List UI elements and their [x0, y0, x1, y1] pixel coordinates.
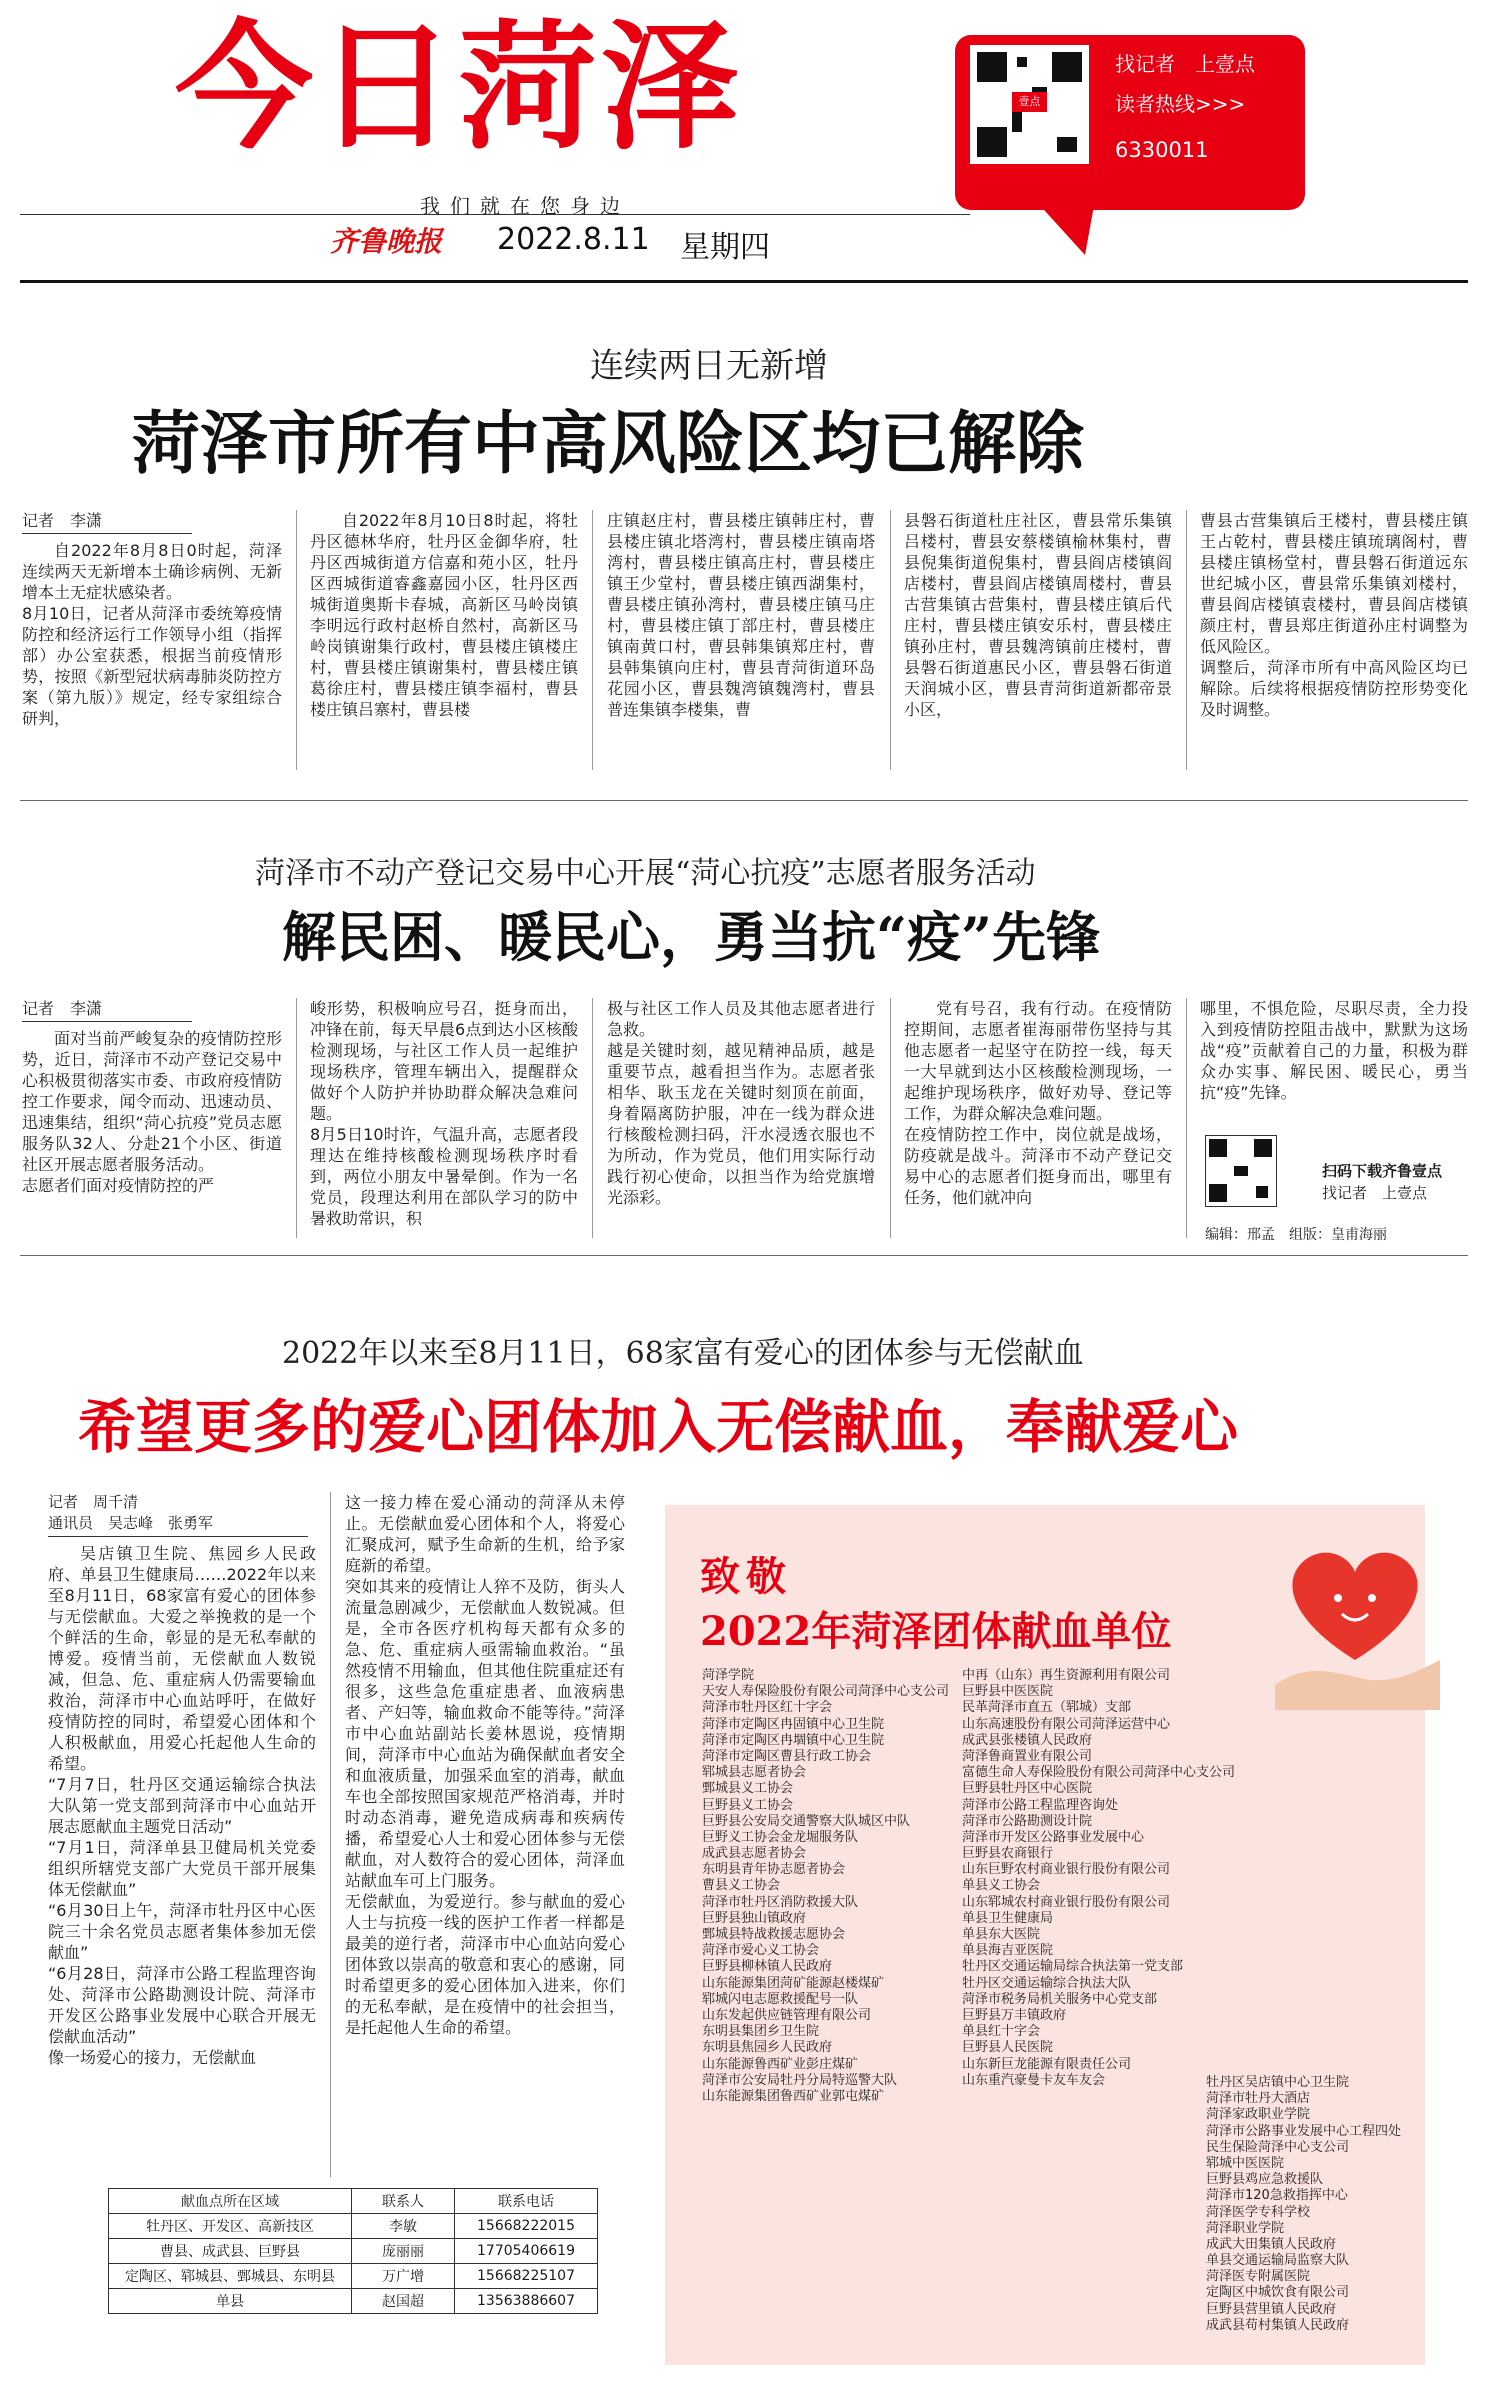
honor-list-item: 山东能源集团菏矿能源赵楼煤矿 — [702, 1975, 885, 1991]
honor-list-item: 菏泽市公安局牡丹分局特巡警大队 — [702, 2072, 898, 2088]
column-divider — [890, 510, 891, 770]
honor-list-item: 山东重汽豪曼卡友车友会 — [962, 2072, 1106, 2088]
honor-list-col3 — [1206, 2075, 1401, 2334]
column-divider — [330, 1492, 331, 2177]
article1-col5 — [1200, 510, 1468, 770]
honor-list-item: 山东巨野农村商业银行股份有限公司 — [962, 1862, 1171, 1878]
contact-bubble-tail — [1035, 200, 1095, 255]
article1-kicker: 连续两日无新增 — [590, 346, 828, 386]
honor-list-item: 菏泽学院 — [702, 1668, 755, 1683]
table-cell: 万广增 — [352, 2264, 455, 2289]
article2-col3 — [607, 998, 875, 1238]
article1-col1 — [22, 510, 282, 770]
honor-list-item: 菏泽市牡丹大酒店 — [1206, 2091, 1311, 2107]
qr-logo: 壹点 — [1012, 92, 1047, 112]
honor-list-item: 菏泽市公路勘测设计院 — [962, 1813, 1093, 1829]
table-cell: 13563886607 — [455, 2289, 598, 2314]
qr-caption-2: 找记者 上壹点 — [1322, 1184, 1428, 1202]
honor-list-item: 巨野县公安局交通警察大队城区中队 — [702, 1813, 911, 1829]
qr-code-icon[interactable] — [970, 45, 1089, 164]
article2-col4-text: 党有号召，我有行动。在疫情防控期间，志愿者崔海丽带伤坚持与其他志愿者一起坚守在防控一线，每天一大早就到达小区核酸检测现场，一起维护现场秩序，做好劝导、登记等工作，为群众解决急难问题。 在疫情防控工作中，岗位就是战场，防疫就是战斗。菏泽市不动产登记交易中心的志愿者们挺身而出，哪里有任务，他们就冲向 — [904, 999, 1172, 1207]
article2-col3-text: 极与社区工作人员及其他志愿者进行急救。 越是关键时刻，越见精神品质，越是重要节点，越看担当作为。志愿者张相华、耿玉龙在关键时刻顶在前面，身着隔离防护服，冲在一线为群众进行核酸检测扫码，汗水浸透衣服也不为所动，作为党员，他们用实际行动践行初心使命，以担当作为给党旗增光添彩。 — [607, 999, 875, 1207]
honor-list-item: 巨野义工协会金龙堀服务队 — [702, 1829, 859, 1845]
honor-list-item: 天安人寿保险股份有限公司菏泽中心支公司 — [702, 1684, 950, 1700]
table-row — [109, 2289, 598, 2314]
honor-list-item: 巨野县牡丹区中心医院 — [962, 1781, 1093, 1797]
honor-list-item: 巨野县鸡应急救援队 — [1206, 2172, 1324, 2188]
honor-list-item: 单县海吉亚医院 — [962, 1943, 1054, 1959]
column-divider — [592, 998, 593, 1238]
article1-col2 — [310, 510, 578, 770]
article2-byline: 记者 李潇 — [22, 998, 192, 1022]
article1-headline: 菏泽市所有中高风险区均已解除 — [132, 404, 1085, 484]
article2-col2 — [310, 998, 578, 1238]
honor-list-item: 菏泽市120急救指挥中心 — [1206, 2188, 1348, 2204]
honor-list-item: 巨野县营里镇人民政府 — [1206, 2301, 1337, 2317]
honor-list-item: 中再（山东）再生资源利用有限公司 — [962, 1668, 1171, 1683]
article3-byline-2: 通讯员 吴志峰 张勇军 — [48, 1513, 308, 1537]
honor-list-item: 巨野县独山镇政府 — [702, 1910, 807, 1926]
article1-col1-text: 自2022年8月8日0时起，菏泽连续两天无新增本土确诊病例、无新增本土无症状感染者。 8月10日，记者从菏泽市委统筹疫情防控和经济运行工作领导小组（指挥部）办公室获悉，根据当前疫情形势，按照《新型冠状病毒肺炎防控方案（第九版）》规定，经专家组综合研判， — [22, 541, 282, 728]
article2-col5-text: 哪里，不惧危险，尽职尽责，全力投入到疫情防控阻击战中，默默为这场战“疫”贡献着自己的力量，积极为群众办实事、解民困、暖民心，勇当抗“疫”先锋。 — [1200, 999, 1468, 1102]
honor-list-item: 曹县义工协会 — [702, 1878, 781, 1894]
section-divider — [20, 1255, 1468, 1256]
section-divider — [20, 800, 1468, 801]
honor-list-item: 巨野县万丰镇政府 — [962, 2007, 1067, 2023]
article3-col1 — [48, 1492, 316, 2177]
table-header-row — [109, 2189, 598, 2214]
article2-kicker: 菏泽市不动产登记交易中心开展“菏心抗疫”志愿者服务活动 — [255, 856, 1036, 891]
table-header: 联系人 — [352, 2189, 455, 2214]
honor-list-item: 菏泽市爱心义工协会 — [702, 1943, 820, 1959]
article2-col1 — [22, 998, 282, 1238]
honor-list-item: 东明县集团乡卫生院 — [702, 2024, 820, 2040]
honor-list-item: 定陶区中城饮食有限公司 — [1206, 2285, 1350, 2301]
masthead-title: 今日菏泽 — [175, 7, 744, 168]
honor-list-item: 菏泽市牡丹区消防救援大队 — [702, 1894, 859, 1910]
honor-list-item: 鄄城县义工协会 — [702, 1781, 794, 1797]
honor-list-item: 东明县焦园乡人民政府 — [702, 2040, 833, 2056]
honor-list-item: 菏泽市定陶区冉固镇中心卫生院 — [702, 1716, 885, 1732]
honor-list-item: 鄄城县特战救援志愿协会 — [702, 1927, 846, 1942]
honor-list-item: 郓城县志愿者协会 — [702, 1765, 807, 1781]
table-row — [109, 2239, 598, 2264]
article2-col2-text: 峻形势，积极响应号召，挺身而出，冲锋在前，每天早晨6点到达小区核酸检测现场，与社区工作人员一起维护现场秩序，管理车辆出入，提醒群众做好个人防护并协助群众解决急难问题。 8月5日10时许，气温升高，志愿者段理达在维持核酸检测现场秩序时看到，两位小朋友中暑晕倒。作为一名党员，段理达利用在部队学习的防中暑救助常识，积 — [310, 999, 578, 1228]
honor-title: 致敬 — [700, 1553, 792, 1600]
honor-list-col2 — [962, 1668, 1235, 2089]
honor-list-item: 菏泽鲁商置业有限公司 — [962, 1748, 1093, 1764]
honor-list-item: 山东高速股份有限公司菏泽运营中心 — [962, 1716, 1171, 1732]
column-divider — [296, 510, 297, 770]
article2-col1-text: 面对当前严峻复杂的疫情防控形势，近日，菏泽市不动产登记交易中心积极贯彻落实市委、市政府疫情防控工作要求，闻令而动、迅速动员、迅速集结，组织“菏心抗疫”党员志愿服务队32人、分赴21个小区、街道社区开展志愿者服务活动。 志愿者们面对疫情防控的严 — [22, 1029, 282, 1195]
honor-subtitle: 2022年菏泽团体献血单位 — [700, 1608, 1172, 1655]
article1-col3-text: 庄镇赵庄村，曹县楼庄镇韩庄村，曹县楼庄镇北塔湾村，曹县楼庄镇南塔湾村，曹县楼庄镇高庄村，曹县楼庄镇王少堂村，曹县楼庄镇西湖集村，曹县楼庄镇孙湾村，曹县楼庄镇马庄村，曹县楼庄镇丁部庄村，曹县楼庄镇南黄口村，曹县韩集镇郑庄村，曹县韩集镇向庄村，曹县青菏街道环岛花园小区，曹县魏湾镇魏湾村，曹县普连集镇李楼集，曹 — [607, 511, 875, 719]
honor-list-item: 菏泽市牡丹区红十字会 — [702, 1700, 833, 1716]
paper-logo: 齐鲁晚报 — [330, 225, 443, 258]
contact-line-1: 找记者 上壹点 — [1115, 52, 1255, 76]
honor-list-item: 巨野县农商银行 — [962, 1846, 1054, 1862]
download-qr-icon[interactable] — [1205, 1135, 1277, 1207]
column-divider — [1186, 998, 1187, 1238]
hotline-number: 6330011 — [1115, 138, 1209, 162]
honor-list-item: 成武县张楼镇人民政府 — [962, 1732, 1093, 1748]
issue-weekday: 星期四 — [680, 230, 770, 265]
table-cell: 赵国超 — [352, 2289, 455, 2314]
article1-col5-text: 曹县古营集镇后王楼村，曹县楼庄镇王占乾村，曹县楼庄镇琉璃阁村，曹县楼庄镇杨堂村，曹县磐石街道远东世纪城小区，曹县常乐集镇刘楼村，曹县阎店楼镇袁楼村，曹县阎店楼镇颜庄村，曹县郑庄街道孙庄村调整为低风险区。 调整后，菏泽市所有中高风险区均已解除。后续将根据疫情防控形势变化及时调整。 — [1200, 511, 1468, 719]
honor-list-item: 成武县苟村集镇人民政府 — [1206, 2317, 1350, 2333]
table-row — [109, 2264, 598, 2289]
column-divider — [1186, 510, 1187, 770]
column-divider — [890, 998, 891, 1238]
article2-col4 — [904, 998, 1172, 1238]
honor-list-item: 成武大田集镇人民政府 — [1206, 2236, 1337, 2252]
article3-col1-text: 吴店镇卫生院、焦园乡人民政府、单县卫生健康局……2022年以来至8月11日，68家富有爱心的团体参与无偿献血。大爱之举挽救的是一个个鲜活的生命，彰显的是无私奉献的博爱。疫情当前，无偿献血人数锐减，但急、危、重症病人仍需要输血救治，菏泽市中心血站呼吁，在做好疫情防控的同时，希望爱心团体和个人积极献血，用爱心托起他人生命的希望。 “7月7日，牡丹区交通运输综合执法大队第一党支部到菏泽市中心血站开展志愿献血主题党日活动” “7月1日，菏泽单县卫健局机关党委组织所辖党支部广大党员干部开展集体无偿献血” “6月30日上午，菏泽市牡丹区中心医院三十余名党员志愿者集体参加无偿献血” “6月28日，菏泽市公路工程监理咨询处、菏泽市公路勘测设计院、菏泽市开发区公路事业发展中心联合开展无偿献血活动” 像一场爱心的接力，无偿献血 — [48, 1544, 316, 2067]
contact-line-2: 读者热线>>> — [1115, 92, 1246, 116]
table-row — [109, 2214, 598, 2239]
article1-col2-text: 自2022年8月10日8时起，将牡丹区德林华府，牡丹区金御华府，牡丹区西城街道方信嘉和苑小区，牡丹区西城街道睿鑫嘉园小区，牡丹区西城街道奥斯卡春城，高新区马岭岗镇李明远行政村赵桥自然村，高新区马岭岗镇谢集行政村，曹县楼庄镇楼庄村，曹县楼庄镇谢集村，曹县楼庄镇葛徐庄村，曹县楼庄镇李福村，曹县楼庄镇吕寨村，曹县楼 — [310, 511, 578, 719]
honor-list-item: 牡丹区吴店镇中心卫生院 — [1206, 2075, 1350, 2090]
qr-caption-1: 扫码下载齐鲁壹点 — [1322, 1162, 1443, 1180]
article3-col2-text: 这一接力棒在爱心涌动的菏泽从未停止。无偿献血爱心团体和个人，将爱心汇聚成河，赋予生命新的生机，给予家庭新的希望。 突如其来的疫情让人猝不及防，街头人流量急剧减少，无偿献血人数锐减。但是，全市各医疗机构每天都有众多的急、危、重症病人亟需输血救治。“虽然疫情不用输血，但其他住院重症还有很多，这些急危重症患者、血液病患者、产妇等，输血救命不能等待。”菏泽市中心血站副站长姜林恩说，疫情期间，菏泽市中心血站为确保献血者安全和血液质量，加强采血室的消毒，献血车也全部按照国家规范严格消毒，并时时动态消毒，避免造成病毒和疾病传播，希望爱心人士和爱心团体参与无偿献血，对人数符合的爱心团体，菏泽血站献血车可上门服务。 无偿献血，为爱逆行。参与献血的爱心人士与抗疫一线的医护工作者一样都是最美的逆行者，菏泽市中心血站向爱心团体致以崇高的敬意和衷心的感谢，同时希望更多的爱心团体加入进来，你们的无私奉献，是在疫情中的社会担当，是托起他人生命的希望。 — [345, 1493, 625, 2037]
article2-headline: 解民困、暖民心，勇当抗“疫”先锋 — [282, 905, 1101, 969]
column-divider — [592, 510, 593, 770]
table-header: 联系电话 — [455, 2189, 598, 2214]
honor-list-item: 山东发起供应链管理有限公司 — [702, 2007, 872, 2023]
honor-list-item: 菏泽市税务局机关服务中心党支部 — [962, 1991, 1158, 2007]
editors-credit: 编辑：邢孟 组版：皇甫海丽 — [1205, 1227, 1387, 1243]
article1-col3 — [607, 510, 875, 770]
table-cell: 17705406619 — [455, 2239, 598, 2264]
table-cell: 15668225107 — [455, 2264, 598, 2289]
honor-list-item: 单县红十字会 — [962, 2024, 1041, 2040]
table-cell: 曹县、成武县、巨野县 — [109, 2239, 352, 2264]
honor-list-item: 菏泽医专附属医院 — [1206, 2269, 1311, 2285]
honor-list-item: 菏泽家政职业学院 — [1206, 2107, 1311, 2123]
slogan: 我们就在您身边 — [420, 194, 630, 218]
honor-list-item: 牡丹区交通运输综合执法大队 — [962, 1975, 1132, 1991]
honor-list-item: 富德生命人寿保险股份有限公司菏泽中心支公司 — [962, 1765, 1236, 1781]
honor-list-item: 菏泽市定陶区曹县行政工协会 — [702, 1748, 872, 1764]
table-cell: 15668222015 — [455, 2214, 598, 2239]
honor-list-item: 菏泽市定陶区冉堌镇中心卫生院 — [702, 1732, 885, 1748]
article2-col5 — [1200, 998, 1468, 1123]
article3-col2 — [345, 1492, 625, 2177]
table-header: 献血点所在区域 — [109, 2189, 352, 2214]
honor-list-item: 牡丹区交通运输局综合执法第一党支部 — [962, 1959, 1184, 1975]
honor-list-item: 菏泽医学专科学校 — [1206, 2204, 1311, 2220]
honor-list-item: 单县交通运输局监察大队 — [1206, 2253, 1350, 2269]
honor-list-item: 山东新巨龙能源有限责任公司 — [962, 2056, 1132, 2072]
article1-byline: 记者 李潇 — [22, 510, 192, 534]
table-cell: 李敏 — [352, 2214, 455, 2239]
honor-list-item: 巨野县柳林镇人民政府 — [702, 1959, 833, 1975]
honor-list-item: 菏泽市开发区公路事业发展中心 — [962, 1829, 1145, 1845]
honor-list-item: 巨野县中医医院 — [962, 1684, 1054, 1700]
masthead-rule-top — [20, 214, 970, 215]
honor-list-item: 山东能源鲁西矿业彭庄煤矿 — [702, 2056, 859, 2072]
article3-headline: 希望更多的爱心团体加入无偿献血，奉献爱心 — [78, 1393, 1239, 1461]
masthead-rule — [20, 280, 1468, 283]
honor-list-item: 单县东大医院 — [962, 1927, 1041, 1942]
honor-list-col1 — [702, 1668, 949, 2105]
honor-list-item: 民革菏泽市直五（郓城）支部 — [962, 1700, 1132, 1716]
honor-list-item: 巨野县人民医院 — [962, 2040, 1054, 2056]
article1-col4-text: 县磐石街道杜庄社区，曹县常乐集镇吕楼村，曹县安蔡楼镇榆林集村，曹县倪集街道倪集村，曹县阎店楼镇阎店楼村，曹县阎店楼镇周楼村，曹县古营集镇古营集村，曹县楼庄镇后代庄村，曹县楼庄镇安乐村，曹县楼庄镇孙庄村，曹县魏湾镇前庄楼村，曹县磐石街道惠民小区，曹县磐石街道天润城小区，曹县青菏街道新都帝景小区， — [904, 511, 1172, 719]
table-cell: 单县 — [109, 2289, 352, 2314]
honor-list-item: 菏泽职业学院 — [1206, 2220, 1285, 2236]
article3-kicker: 2022年以来至8月11日，68家富有爱心的团体参与无偿献血 — [282, 1336, 1084, 1371]
honor-list-item: 单县义工协会 — [962, 1878, 1041, 1894]
honor-list-item: 单县卫生健康局 — [962, 1910, 1054, 1926]
honor-list-item: 东明县青年协志愿者协会 — [702, 1862, 846, 1878]
honor-list-item: 郓城闪电志愿救援配号一队 — [702, 1991, 859, 2007]
honor-list-item: 菏泽市公路工程监理咨询处 — [962, 1797, 1119, 1813]
table-cell: 庞丽丽 — [352, 2239, 455, 2264]
honor-list-item: 成武县志愿者协会 — [702, 1846, 807, 1862]
article3-byline-1: 记者 周千清 — [48, 1493, 139, 1511]
table-cell: 定陶区、郓城县、鄄城县、东明县 — [109, 2264, 352, 2289]
honor-list-item: 民生保险菏泽中心支公司 — [1206, 2139, 1350, 2155]
column-divider — [296, 998, 297, 1238]
heart-hands-icon — [1270, 1510, 1440, 1710]
honor-list-item: 山东郓城农村商业银行股份有限公司 — [962, 1894, 1171, 1910]
honor-list-item: 郓城中医医院 — [1206, 2155, 1285, 2171]
issue-date: 2022.8.11 — [497, 222, 650, 257]
honor-list-item: 菏泽市公路事业发展中心工程四处 — [1206, 2123, 1402, 2139]
honor-list-item: 山东能源集团鲁西矿业郭屯煤矿 — [702, 2088, 885, 2104]
article1-col4 — [904, 510, 1172, 770]
table-cell: 牡丹区、开发区、高新技区 — [109, 2214, 352, 2239]
donation-contact-table — [108, 2188, 598, 2314]
honor-list-item: 巨野县义工协会 — [702, 1797, 794, 1813]
